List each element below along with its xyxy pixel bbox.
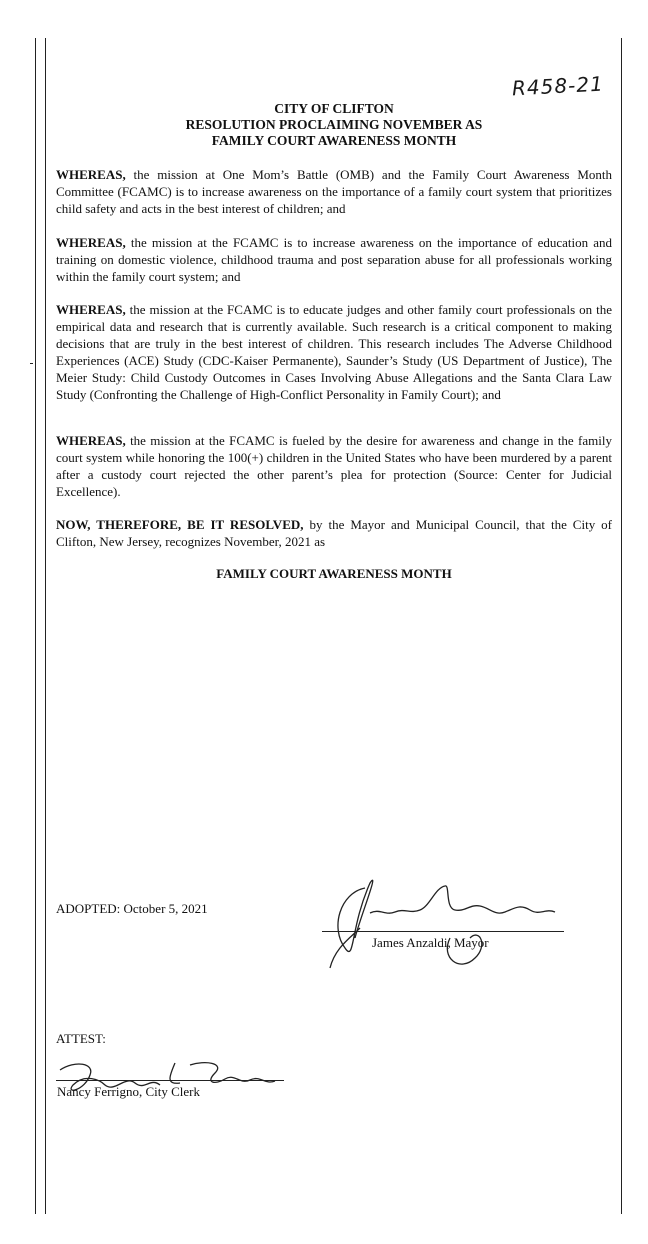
paragraph-text: the mission at One Mom’s Battle (OMB) and the Family Court Awareness Month Committee (FCAMC) is to increase awareness on the importance of a family court system that prioritizes child safety and acts in the best interest of children; and [56, 167, 612, 216]
paragraph-text: the mission at the FCAMC is fueled by the desire for awareness and change in the family court system while honoring the 100(+) children in the United States who have been murdered by a parent after a custody court rejected the other parent’s plea for protection (Source: Center for Judicial Excellence). [56, 433, 612, 499]
header-line-2: RESOLUTION PROCLAIMING NOVEMBER AS [185, 117, 483, 132]
file-number: R458-21 [511, 71, 605, 101]
mayor-caption: James Anzaldi, Mayor [372, 935, 489, 950]
resolved-paragraph [56, 516, 612, 550]
clerk-caption: Nancy Ferrigno, City Clerk [57, 1084, 200, 1099]
paragraph-text: the mission at the FCAMC is to increase awareness on the importance of education and training on domestic violence, childhood trauma and post separation abuse for all professionals working within the family court system; and [56, 235, 612, 284]
mayor-signature [310, 868, 570, 978]
whereas-paragraph-2 [56, 234, 612, 285]
attest-label: ATTEST: [56, 1031, 106, 1046]
header-line-3: FAMILY COURT AWARENESS MONTH [211, 133, 457, 148]
left-margin-rule-outer [35, 38, 36, 1214]
whereas-paragraph-4 [56, 432, 612, 500]
mayor-signature-line [322, 931, 564, 932]
header-line-1: CITY OF CLIFTON [274, 101, 394, 116]
whereas-paragraph-3 [56, 301, 612, 403]
adopted-date: ADOPTED: October 5, 2021 [56, 901, 208, 916]
margin-tick [30, 363, 33, 364]
whereas-paragraph-1 [56, 166, 612, 217]
paragraph-lead: WHEREAS, [56, 235, 126, 250]
paragraph-lead: WHEREAS, [56, 167, 126, 182]
paragraph-lead: WHEREAS, [56, 302, 126, 317]
right-margin-rule [621, 38, 622, 1214]
left-margin-rule-inner [45, 38, 46, 1214]
proclamation-title: FAMILY COURT AWARENESS MONTH [216, 566, 452, 581]
paragraph-text: by the Mayor and Municipal Council, that the City of Clifton, New Jersey, recognizes November, 2021 as [56, 517, 613, 549]
paragraph-lead: NOW, THEREFORE, BE IT RESOLVED, [56, 517, 304, 532]
document-header [56, 101, 612, 149]
paragraph-lead: WHEREAS, [56, 433, 126, 448]
paragraph-text: the mission at the FCAMC is to educate judges and other family court professionals on the empirical data and research that is currently available. Such research is a critical component to making decisions that are truly in the best interest of children. This research includes The Adverse Childhood Experiences (ACE) Study (CDC-Kaiser Permanente), Saunder’s Study (US Department of Justice), The Meier Study: Child Custody Outcomes in Cases Involving Abuse Allegations and the Santa Clara Law Study (Confronting the Challenge of High-Conflict Personality in Family Court); and [56, 302, 612, 402]
clerk-signature-line [56, 1080, 284, 1081]
